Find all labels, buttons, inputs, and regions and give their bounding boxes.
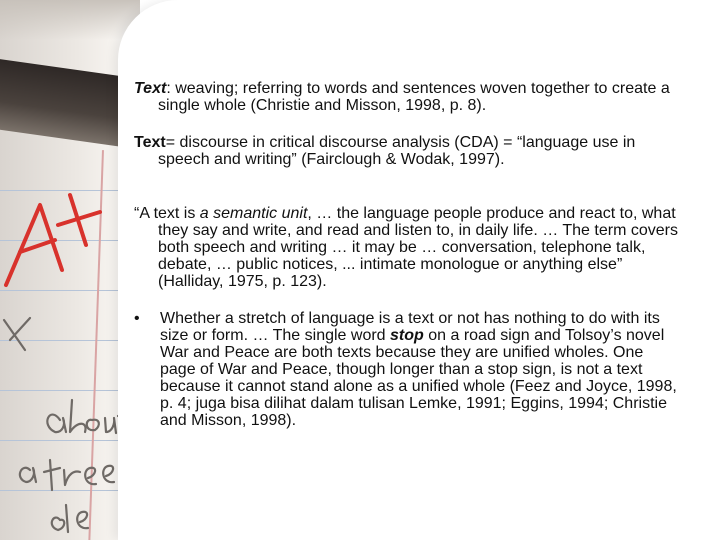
definition-paragraph-2 [134,134,679,168]
definition-text: : weaving; referring to words and sentences woven together to create a single whole (Christie and Misson, 1998, p. 8). [158,80,670,114]
term-label: Text [134,134,166,151]
bullet-text-end: on a road sign and Tolsoy’s novel War and Peace are both texts because they are unified wholes. One page of War and Peace, though longer than a stop sign, is not a text because it cannot stand alone as a unified whole (Feez and Joyce, 1998, p. 4; juga bisa dilihat dalam tulisan Lemke, 1991; Eggins, 1994; Christie and Misson, 1998). [160,327,677,429]
bullet-emphasis: stop [390,327,424,344]
bullet-text [160,310,679,429]
definition-paragraph-1 [134,80,679,114]
definition-text: = discourse in critical discourse analysis (CDA) = “language use in speech and writing” (Fairclough & Wodak, 1997). [158,134,636,168]
slide-content [134,80,679,429]
bullet-paragraph [134,310,679,429]
quote-text-start: “A text is [134,205,200,222]
bullet-icon: • [134,310,140,327]
bullet-text-start: Whether a stretch of language is a text or not has nothing to do with its size or form. … The single word [160,310,660,344]
quote-text-end: , … the language people produce and react to, what they say and write, and read and listen to, in daily life. … The term covers both speech and writing … it may be … conversation, telephone talk, debate, … public notices, ... intimate monologue or anything else” (Halliday, 1975, p. 123). [158,205,678,290]
quote-emphasis: a semantic unit [199,205,308,222]
term-label: Text [134,80,167,97]
quote-paragraph [134,205,679,290]
red-grade-mark [6,195,100,285]
pencil-writing [4,318,130,532]
